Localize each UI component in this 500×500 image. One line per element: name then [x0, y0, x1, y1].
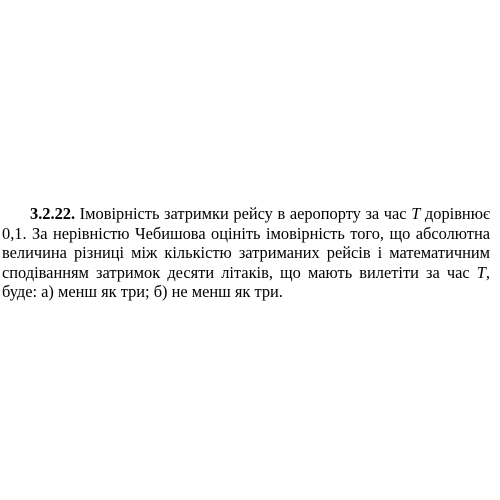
math-variable-t-second: T — [476, 262, 486, 282]
problem-text-part3: , буде: а) менш як три; б) не менш як три. — [2, 262, 490, 301]
problem-number: 3.2.22. — [30, 204, 76, 223]
math-variable-t: T — [411, 204, 421, 223]
problem-text-part1: Імовірність затримки рейсу в аеропорту за час — [75, 204, 412, 223]
problem-text-part2: дорівнює 0,1. За нерівністю Чебишова оцініть імовірність того, що абсолютна величина різниці між кількістю затриманих рейсів і математичним сподіванням затримок десяти літаків, що мають вилетіти за час — [2, 204, 490, 282]
problem-paragraph — [2, 204, 490, 302]
